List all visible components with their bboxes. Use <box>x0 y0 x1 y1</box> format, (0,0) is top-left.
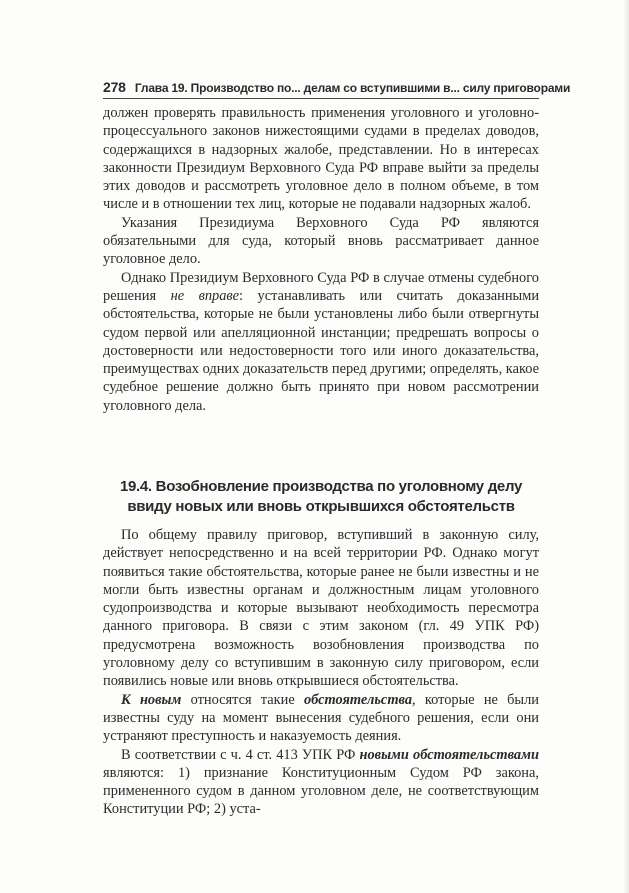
defined-term: обстоятельства <box>303 691 413 708</box>
paragraph-text: являются: 1) признание Конституционным Судом РФ закона, примененного судом в данном уголовном деле, не соответствующим Конституции РФ; 2) уста- <box>103 764 539 818</box>
text-block-1 <box>103 104 539 415</box>
paragraph <box>103 691 539 746</box>
paragraph-text: Однако Президиум Верховного Суда РФ в случае отмены судебного решения <box>103 269 539 304</box>
scan-shadow <box>623 0 629 893</box>
paragraph-text: , которые не были известны суду на момент вынесения судебного решения, если они устраняют преступность и наказуемость деяния. <box>103 691 539 745</box>
running-title: Глава 19. Производство по... делам со вступившими в... силу приговорами <box>134 81 571 95</box>
paragraph-text: относятся такие <box>181 691 304 708</box>
paragraph <box>103 269 539 415</box>
defined-term: К новым <box>121 691 182 708</box>
section-heading-line: ввиду новых или вновь открывшихся обстоятельств <box>127 498 515 515</box>
paragraph: должен проверять правильность применения уголовного и уголовно-процессуального законов нижестоящими судами в пределах доводов, содержащихся в надзорных жалобе, представлении. Но в интересах законности Президиум Верховного Суда РФ вправе выйти за пределы этих доводов и рассмотреть уголовное дело в полном объеме, в том числе и в отношении тех лиц, которые не подавали надзорных жалоб. <box>103 105 539 213</box>
paragraph-text: : устанавливать или считать доказанными обстоятельства, которые не были установлены либо были отвергнуты судом первой или апелляционной инстанции; предрешать вопросы о достоверности или недостоверности того или иного доказательства, преимуществах одних доказательств перед другими; определять, какое судебное решение должно быть принято при новом рассмотрении уголовного дела. <box>103 287 540 414</box>
running-header <box>103 79 571 97</box>
paragraph: Указания Президиума Верховного Суда РФ являются обязательными для суда, который вновь рассматривает данное уголовное дело. <box>103 214 539 268</box>
paragraph-text: В соответствии с ч. 4 ст. 413 УПК РФ <box>121 746 360 763</box>
text-block-2 <box>103 526 539 819</box>
emphasis-text: не вправе <box>170 287 240 304</box>
section-heading <box>103 477 539 517</box>
paragraph: По общему правилу приговор, вступивший в законную силу, действует непосредственно и на всей территории РФ. Однако могут появиться такие обстоятельства, которые ранее не были известны и не могли быть известны органам и должностным лицам уголовного судопроизводства и которые вызывают необходимость пересмотра данного приговора. В связи с этим законом (гл. 49 УПК РФ) предусмотрена возможность возобновления производства по уголовному делу со вступившим в законную силу приговором, если появились новые или вновь открывшиеся обстоятельства. <box>103 527 539 690</box>
paragraph <box>103 746 539 819</box>
section-heading-line: 19.4. Возобновление производства по уголовному делу <box>119 478 523 495</box>
header-rule <box>103 98 539 99</box>
defined-term: новыми обстоятельствами <box>359 746 539 763</box>
page-number: 278 <box>103 79 126 95</box>
